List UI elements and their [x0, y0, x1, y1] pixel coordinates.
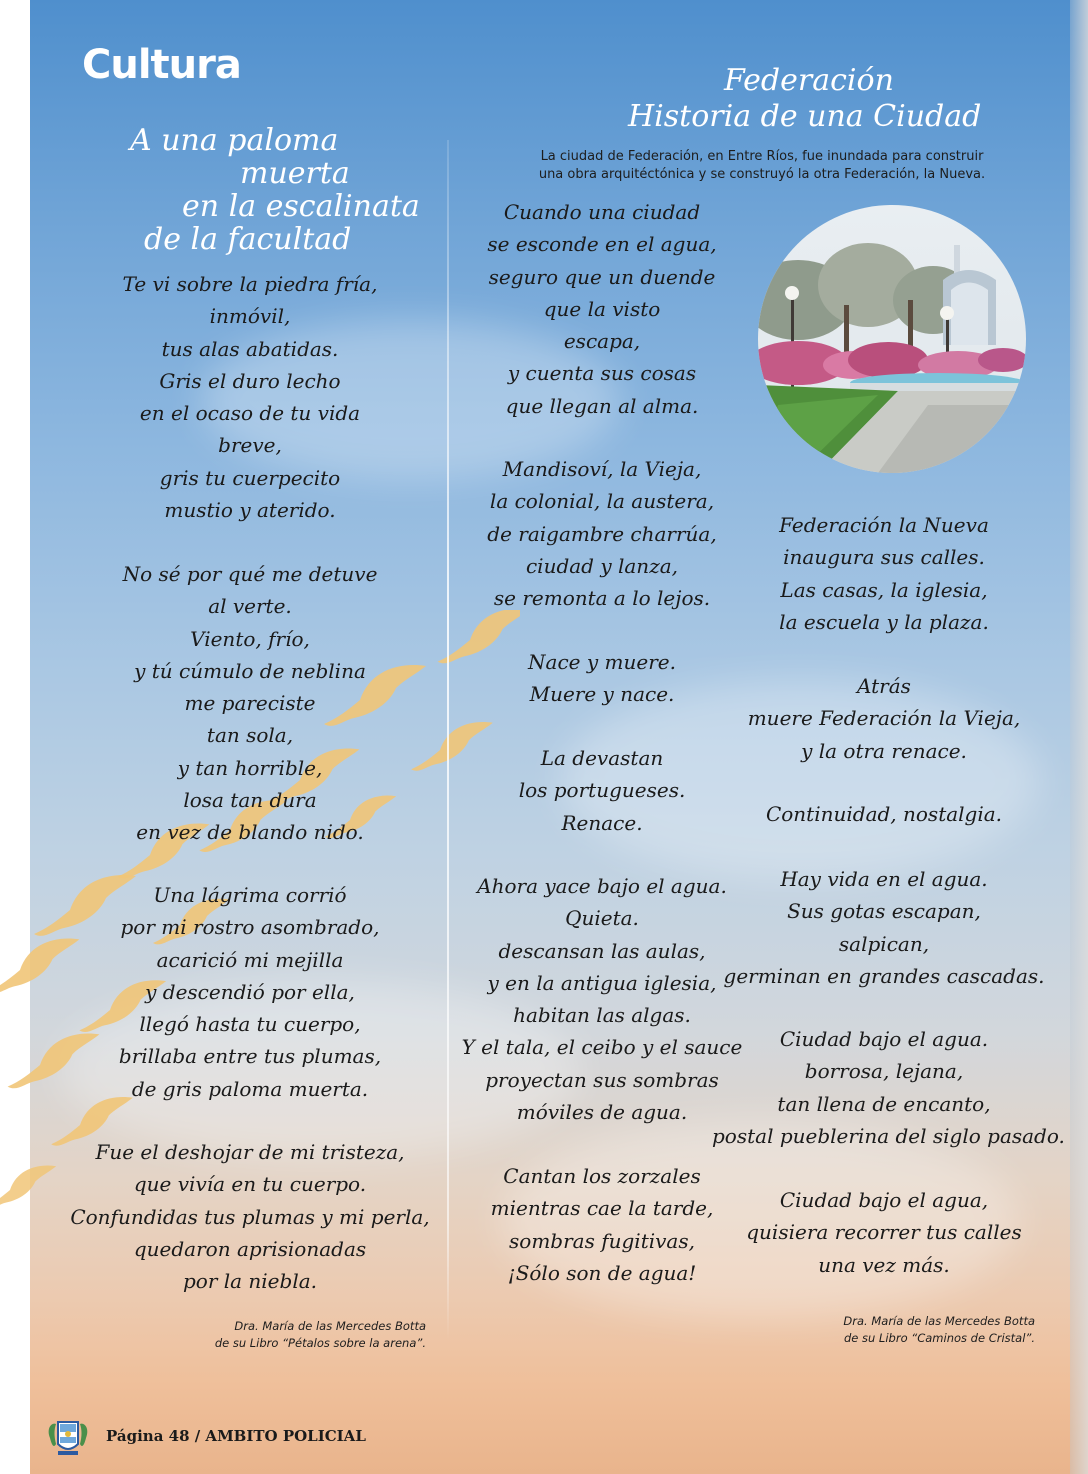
verse-line: que vivía en tu cuerpo. — [133, 1172, 367, 1197]
verse-line: Viento, frío, — [190, 626, 310, 651]
verse-line: breve, — [218, 433, 282, 458]
verse-line: acarició mi mejilla — [156, 947, 344, 972]
verse-line: Cuando una ciudad — [503, 200, 701, 224]
verse-line: muere Federación la Vieja, — [747, 706, 1021, 731]
verse-line: losa tan dura — [183, 788, 317, 813]
verse-line: una vez más. — [818, 1252, 950, 1277]
poem1-credit — [215, 1318, 426, 1352]
verse-line: inmóvil, — [209, 304, 291, 329]
verse-line: Ciudad bajo el agua. — [779, 1027, 989, 1051]
verse-line: de gris paloma muerta. — [131, 1076, 369, 1101]
verse-line: salpican, — [838, 931, 930, 956]
verse-line: y la otra renace. — [801, 738, 967, 763]
verse-line: y tú cúmulo de neblina — [134, 658, 366, 683]
verse-line: y en la antigua iglesia, — [487, 970, 717, 995]
poem2-credit — [843, 1313, 1035, 1347]
verse-line: me pareciste — [184, 691, 316, 716]
verse-line: mustio y aterido. — [164, 498, 336, 523]
verse-line: los portugueses. — [518, 778, 686, 803]
verse-line: Te vi sobre la piedra fría, — [122, 272, 378, 296]
verse-line: Hay vida en el agua. — [780, 867, 988, 891]
verse-line: Atrás — [857, 674, 911, 698]
verse-line: inaugura sus calles. — [783, 545, 985, 570]
verse-line: tus alas abatidas. — [161, 336, 339, 361]
verse-line: y cuenta sus cosas — [507, 361, 697, 386]
verse-line: germinan en grandes cascadas. — [723, 963, 1045, 988]
verse-line: descansan las aulas, — [498, 938, 706, 963]
verse-line: se esconde en el agua, — [487, 232, 717, 257]
poem2-stanza — [452, 870, 752, 1128]
verse-line: y tan horrible, — [177, 755, 323, 780]
verse-line: en el ocaso de tu vida — [139, 401, 361, 426]
verse-line: escapa, — [563, 329, 641, 354]
verse-line: mientras cae la tarde, — [490, 1196, 714, 1221]
poem2-stanza — [452, 1160, 752, 1289]
poem2-stanza — [712, 798, 1056, 830]
verse-line: Sus gotas escapan, — [787, 899, 981, 924]
verse-line: brillaba entre tus plumas, — [118, 1044, 382, 1069]
credit-line: Dra. María de las Mercedes Botta — [843, 1314, 1035, 1328]
verse-line: tan llena de encanto, — [777, 1091, 991, 1116]
verse-line: habitan las algas. — [513, 1003, 691, 1028]
verse-line: Muere y nace. — [529, 682, 675, 707]
verse-line: Las casas, la iglesia, — [780, 577, 988, 602]
verse-line: No sé por qué me detuve — [122, 562, 378, 586]
poem2-stanza — [452, 453, 752, 614]
poem2-intro — [520, 148, 1004, 184]
verse-line: Confundidas tus plumas y mi perla, — [70, 1204, 430, 1229]
verse-line: que llegan al alma. — [505, 393, 699, 418]
section-title: Cultura — [82, 42, 241, 88]
plaza-photo-illustration — [758, 205, 1026, 473]
credit-line: Dra. María de las Mercedes Botta — [234, 1319, 426, 1333]
poem1-title-line: en la escalinata — [182, 189, 420, 224]
verse-line: la escuela y la plaza. — [779, 609, 989, 634]
intro-line: una obra arquitéctónica y se construyó la otra Federación, la Nueva. — [538, 167, 986, 182]
verse-line: Federación la Nueva — [779, 513, 989, 537]
verse-line: la colonial, la austera, — [489, 489, 715, 514]
poem1-title-line: A una paloma — [130, 123, 339, 158]
verse-line: en vez de blando nido. — [136, 820, 364, 845]
intro-line: La ciudad de Federación, en Entre Ríos, fue inundada para construir — [540, 149, 984, 164]
poem2-stanza — [712, 670, 1056, 767]
verse-line: Ahora yace bajo el agua. — [477, 874, 727, 898]
poem1-stanza — [50, 879, 450, 1105]
poem1-stanza — [50, 268, 450, 526]
verse-line: Gris el duro lecho — [159, 368, 341, 393]
verse-line: quisiera recorrer tus calles — [746, 1220, 1022, 1245]
poem2-stanza — [452, 646, 752, 711]
police-emblem-icon — [44, 1418, 92, 1458]
poem1-stanza — [50, 558, 450, 849]
verse-line: borrosa, lejana, — [804, 1059, 964, 1084]
verse-line: Mandisoví, la Vieja, — [502, 457, 702, 481]
verse-line: móviles de agua. — [516, 1100, 688, 1125]
verse-line: por la niebla. — [182, 1269, 318, 1294]
verse-line: tan sola, — [206, 723, 294, 748]
verse-line: seguro que un duende — [488, 264, 716, 289]
verse-line: sombras fugitivas, — [509, 1228, 695, 1253]
verse-line: que la visto — [543, 296, 661, 321]
dove-icon — [0, 1166, 56, 1209]
credit-line: de su Libro “Pétalos sobre la arena”. — [214, 1336, 426, 1350]
verse-line: postal pueblerina del siglo pasado. — [712, 1123, 1065, 1148]
poem2-stanza — [452, 742, 752, 839]
verse-line: Ciudad bajo el agua, — [779, 1188, 989, 1212]
verse-line: La devastan — [540, 746, 664, 770]
poem2-stanza — [452, 196, 752, 422]
verse-line: ¡Sólo son de agua! — [507, 1260, 697, 1285]
plaza-photo — [758, 205, 1026, 473]
verse-line: Continuidad, nostalgia. — [765, 802, 1003, 826]
verse-line: Cantan los zorzales — [503, 1164, 701, 1188]
poem2-title-line: Historia de una Ciudad — [628, 99, 982, 134]
verse-line: llegó hasta tu cuerpo, — [139, 1012, 361, 1037]
verse-line: Una lágrima corrió — [153, 883, 347, 907]
verse-line: ciudad y lanza, — [525, 553, 679, 578]
verse-line: por mi rostro asombrado, — [120, 915, 380, 940]
verse-line: Fue el deshojar de mi tristeza, — [95, 1140, 405, 1164]
poem1-title-line: de la facultad — [144, 222, 352, 257]
verse-line: al verte. — [208, 594, 292, 619]
verse-line: Quieta. — [565, 906, 639, 931]
poem2-stanza — [712, 863, 1056, 992]
verse-line: Nace y muere. — [528, 650, 676, 674]
verse-line: gris tu cuerpecito — [159, 465, 341, 490]
verse-line: se remonta a lo lejos. — [493, 586, 711, 611]
footer-page-label: Página 48 / AMBITO POLICIAL — [106, 1427, 366, 1445]
page-edge — [1070, 0, 1088, 1474]
verse-line: quedaron aprisionadas — [133, 1236, 367, 1261]
poem2-stanza — [712, 509, 1056, 638]
verse-line: y descendió por ella, — [145, 979, 355, 1004]
poem2-title-line: Federación — [724, 63, 894, 98]
verse-line: Renace. — [561, 810, 643, 835]
poem1-title-line: muerta — [240, 156, 350, 191]
poem2-stanza — [712, 1184, 1056, 1281]
poem2-stanza — [712, 1023, 1065, 1152]
verse-line: de raigambre charrúa, — [487, 521, 717, 546]
credit-line: de su Libro “Caminos de Cristal”. — [843, 1331, 1035, 1345]
poem1-stanza — [50, 1136, 450, 1297]
verse-line: proyectan sus sombras — [485, 1067, 719, 1092]
verse-line: Y el tala, el ceibo y el sauce — [461, 1035, 743, 1060]
